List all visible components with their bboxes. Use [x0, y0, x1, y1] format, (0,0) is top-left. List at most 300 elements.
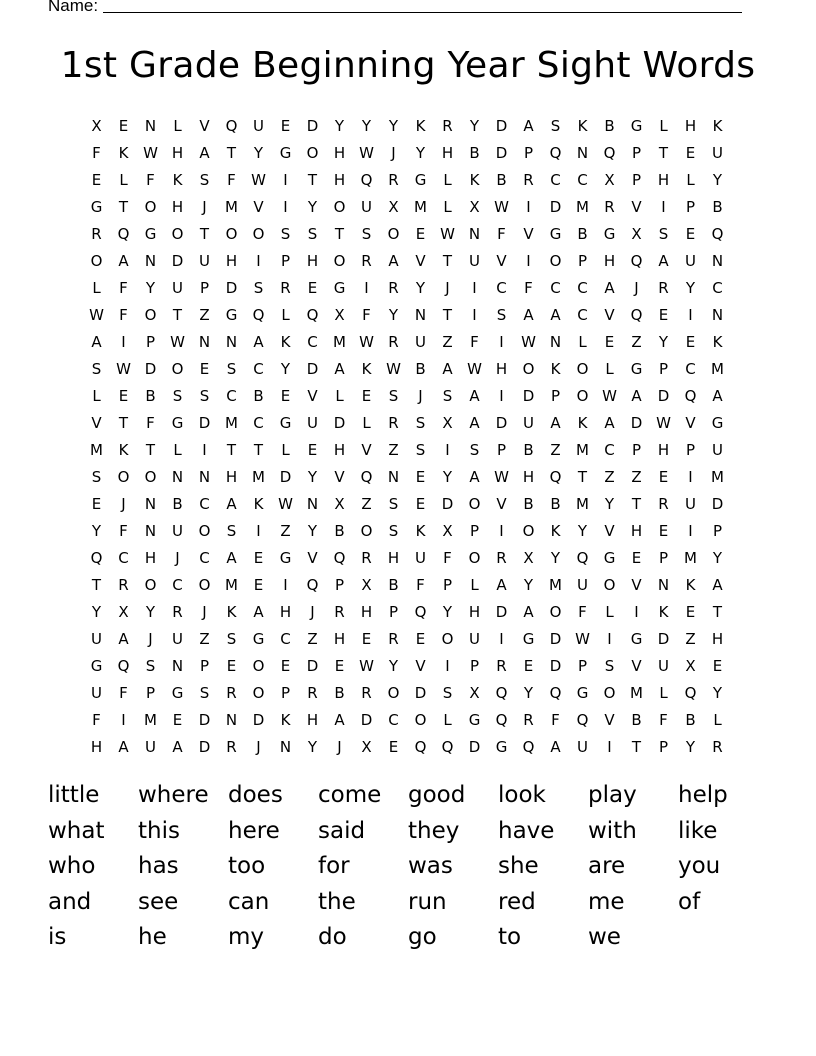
grid-letter: I [688, 467, 693, 486]
grid-letter: N [144, 521, 157, 540]
grid-letter: F [362, 305, 371, 324]
grid-letter: F [443, 548, 452, 567]
grid-letter: E [415, 494, 426, 513]
grid-letter: A [496, 575, 507, 594]
grid-letter: G [279, 413, 292, 432]
grid-letter: U [685, 251, 696, 270]
grid-letter: G [225, 305, 238, 324]
grid-letter: H [279, 602, 292, 621]
grid-letter: F [659, 710, 668, 729]
grid-letter: D [657, 386, 670, 405]
grid-letter: Q [414, 737, 427, 756]
grid-letter: W [278, 494, 293, 513]
grid-letter: I [121, 710, 126, 729]
grid-letter: C [577, 170, 588, 189]
grid-letter: Q [495, 683, 508, 702]
grid-letter: N [657, 575, 670, 594]
grid-letter: H [171, 197, 184, 216]
grid-letter: O [171, 224, 184, 243]
grid-letter: G [252, 629, 265, 648]
grid-letter: D [198, 710, 211, 729]
grid-letter: Z [199, 629, 210, 648]
grid-letter: A [550, 413, 561, 432]
grid-letter: A [253, 602, 264, 621]
grid-letter: I [661, 197, 666, 216]
grid-letter: Q [225, 116, 238, 135]
grid-letter: O [414, 710, 427, 729]
grid-letter: Z [199, 305, 210, 324]
word-list-item: go [408, 924, 437, 950]
grid-letter: V [415, 656, 426, 675]
grid-letter: C [118, 548, 129, 567]
grid-letter: H [225, 251, 238, 270]
grid-letter: W [467, 359, 482, 378]
grid-letter: A [550, 305, 561, 324]
grid-letter: W [89, 305, 104, 324]
grid-letter: Y [145, 602, 156, 621]
grid-letter: I [499, 386, 504, 405]
grid-letter: J [121, 494, 126, 513]
grid-letter: Y [469, 116, 480, 135]
grid-letter: T [307, 170, 318, 189]
grid-letter: F [146, 413, 155, 432]
grid-letter: R [442, 116, 453, 135]
grid-letter: H [711, 629, 724, 648]
grid-letter: V [334, 467, 345, 486]
grid-letter: R [361, 548, 372, 567]
grid-letter: A [658, 251, 669, 270]
word-list-item: where [138, 782, 209, 808]
grid-letter: T [631, 737, 642, 756]
grid-letter: Y [712, 683, 723, 702]
grid-letter: K [280, 332, 291, 351]
grid-letter: K [415, 521, 426, 540]
grid-letter: D [306, 359, 319, 378]
grid-letter: D [198, 413, 211, 432]
grid-letter: B [334, 521, 345, 540]
grid-letter: S [226, 359, 237, 378]
grid-letter: S [442, 386, 453, 405]
grid-letter: L [605, 602, 614, 621]
grid-letter: C [253, 413, 264, 432]
grid-letter: R [658, 278, 669, 297]
grid-letter: B [577, 224, 588, 243]
grid-letter: Z [631, 332, 642, 351]
grid-letter: N [414, 305, 427, 324]
grid-letter: N [387, 467, 400, 486]
grid-letter: X [334, 305, 345, 324]
grid-letter: C [172, 575, 183, 594]
grid-letter: H [306, 251, 319, 270]
grid-letter: O [144, 575, 157, 594]
grid-letter: J [337, 737, 342, 756]
grid-letter: Y [712, 170, 723, 189]
grid-letter: O [198, 575, 211, 594]
grid-letter: P [523, 143, 534, 162]
grid-letter: K [253, 494, 264, 513]
grid-letter: B [523, 440, 534, 459]
grid-letter: Z [307, 629, 318, 648]
word-list-item: good [408, 782, 466, 808]
grid-letter: J [310, 602, 315, 621]
grid-letter: E [604, 332, 615, 351]
grid-letter: M [90, 440, 103, 459]
grid-letter: Y [442, 467, 453, 486]
grid-letter: N [198, 332, 211, 351]
grid-letter: W [521, 332, 536, 351]
grid-letter: G [144, 224, 157, 243]
grid-letter: Y [685, 737, 696, 756]
grid-letter: C [388, 710, 399, 729]
grid-letter: I [472, 278, 477, 297]
grid-letter: A [712, 386, 723, 405]
grid-letter: I [526, 251, 531, 270]
grid-letter: W [440, 224, 455, 243]
grid-letter: B [496, 170, 507, 189]
grid-letter: S [307, 224, 318, 243]
grid-letter: M [144, 710, 157, 729]
grid-letter: N [144, 494, 157, 513]
grid-letter: U [253, 116, 264, 135]
grid-letter: H [630, 521, 643, 540]
grid-letter: T [577, 467, 588, 486]
grid-letter: S [199, 386, 210, 405]
grid-letter: X [361, 737, 372, 756]
word-list-item: said [318, 817, 366, 844]
grid-letter: E [280, 386, 291, 405]
word-list-item: look [498, 782, 546, 808]
grid-letter: L [713, 710, 722, 729]
grid-letter: L [470, 575, 479, 594]
grid-letter: O [603, 575, 616, 594]
grid-letter: N [711, 305, 724, 324]
grid-letter: Y [442, 602, 453, 621]
grid-letter: D [333, 413, 346, 432]
grid-letter: Y [307, 467, 318, 486]
grid-letter: Q [360, 467, 373, 486]
grid-letter: L [443, 197, 452, 216]
word-list-item: can [228, 888, 270, 915]
word-list-item: me [588, 888, 625, 915]
grid-letter: N [144, 116, 157, 135]
grid-letter: S [469, 440, 480, 459]
grid-letter: A [226, 548, 237, 567]
grid-letter: B [388, 575, 399, 594]
grid-letter: A [604, 413, 615, 432]
grid-letter: K [550, 521, 561, 540]
grid-letter: Y [145, 278, 156, 297]
grid-letter: Q [117, 656, 130, 675]
grid-letter: I [499, 521, 504, 540]
grid-letter: B [604, 116, 615, 135]
word-list-item: the [318, 888, 356, 915]
grid-letter: O [144, 197, 157, 216]
grid-letter: D [252, 710, 265, 729]
word-list-item: run [408, 888, 447, 915]
grid-letter: Y [415, 143, 426, 162]
grid-letter: G [630, 359, 643, 378]
grid-letter: V [685, 413, 696, 432]
grid-letter: D [495, 602, 508, 621]
grid-letter: F [551, 710, 560, 729]
grid-letter: A [631, 386, 642, 405]
grid-letter: D [495, 116, 508, 135]
word-list-item: red [498, 888, 536, 915]
grid-letter: Q [684, 386, 697, 405]
grid-letter: M [711, 359, 724, 378]
grid-letter: L [578, 332, 587, 351]
grid-letter: I [445, 440, 450, 459]
grid-letter: D [522, 386, 535, 405]
grid-letter: R [388, 629, 399, 648]
grid-letter: K [550, 359, 561, 378]
grid-letter: E [415, 629, 426, 648]
grid-letter: P [658, 737, 669, 756]
grid-letter: O [306, 143, 319, 162]
grid-letter: M [711, 467, 724, 486]
grid-letter: Y [253, 143, 264, 162]
grid-letter: D [225, 278, 238, 297]
grid-letter: A [604, 278, 615, 297]
grid-letter: O [387, 224, 400, 243]
grid-letter: J [634, 278, 639, 297]
grid-letter: E [199, 359, 210, 378]
grid-letter: O [522, 521, 535, 540]
grid-letter: A [550, 737, 561, 756]
grid-letter: G [279, 548, 292, 567]
grid-letter: C [496, 278, 507, 297]
grid-letter: Y [307, 521, 318, 540]
grid-letter: U [172, 521, 183, 540]
grid-letter: Q [630, 251, 643, 270]
grid-letter: V [496, 251, 507, 270]
grid-letter: E [118, 116, 129, 135]
grid-letter: I [607, 629, 612, 648]
grid-letter: M [225, 413, 238, 432]
grid-letter: E [388, 737, 399, 756]
grid-letter: C [712, 278, 723, 297]
grid-letter: K [118, 440, 129, 459]
grid-letter: W [143, 143, 158, 162]
grid-letter: D [549, 197, 562, 216]
grid-letter: I [121, 332, 126, 351]
grid-letter: O [333, 197, 346, 216]
grid-letter: F [119, 305, 128, 324]
word-list-item: see [138, 888, 179, 915]
grid-letter: C [577, 278, 588, 297]
grid-letter: F [92, 710, 101, 729]
grid-letter: M [225, 197, 238, 216]
grid-letter: S [91, 359, 102, 378]
grid-letter: Q [522, 737, 535, 756]
grid-letter: T [442, 251, 453, 270]
grid-letter: X [523, 548, 534, 567]
grid-letter: O [441, 629, 454, 648]
grid-letter: E [253, 575, 264, 594]
grid-letter: V [307, 386, 318, 405]
grid-letter: J [445, 278, 450, 297]
grid-letter: R [172, 602, 183, 621]
grid-letter: B [523, 494, 534, 513]
grid-letter: G [630, 629, 643, 648]
grid-letter: E [361, 386, 372, 405]
grid-letter: Y [334, 116, 345, 135]
grid-letter: C [199, 548, 210, 567]
grid-letter: N [549, 332, 562, 351]
word-list-item: come [318, 782, 382, 808]
grid-letter: O [144, 467, 157, 486]
grid-letter: R [496, 656, 507, 675]
grid-letter: B [172, 494, 183, 513]
grid-letter: A [118, 251, 129, 270]
grid-letter: I [445, 656, 450, 675]
grid-letter: Q [306, 305, 319, 324]
grid-letter: A [523, 305, 534, 324]
grid-letter: Y [577, 521, 588, 540]
grid-letter: P [199, 278, 210, 297]
grid-letter: O [522, 359, 535, 378]
grid-letter: O [198, 521, 211, 540]
grid-letter: W [359, 332, 374, 351]
grid-letter: R [307, 683, 318, 702]
grid-letter: N [279, 737, 292, 756]
grid-letter: U [577, 737, 588, 756]
grid-letter: W [656, 413, 671, 432]
grid-letter: Y [523, 575, 534, 594]
grid-letter: E [280, 656, 291, 675]
grid-letter: S [226, 629, 237, 648]
grid-letter: D [441, 494, 454, 513]
grid-letter: B [253, 386, 264, 405]
grid-letter: E [334, 656, 345, 675]
grid-letter: P [469, 656, 480, 675]
grid-letter: K [658, 602, 669, 621]
grid-letter: R [658, 494, 669, 513]
grid-letter: P [631, 440, 642, 459]
grid-letter: V [91, 413, 102, 432]
grid-letter: O [360, 521, 373, 540]
grid-letter: U [199, 251, 210, 270]
grid-letter: N [576, 143, 589, 162]
grid-letter: F [119, 683, 128, 702]
grid-letter: L [605, 359, 614, 378]
word-list-item: for [318, 853, 350, 879]
grid-letter: M [576, 440, 589, 459]
grid-letter: D [414, 683, 427, 702]
grid-letter: I [283, 170, 288, 189]
page-title: 1st Grade Beginning Year Sight Words [60, 45, 756, 86]
word-list-item: here [228, 817, 280, 844]
grid-letter: I [499, 332, 504, 351]
word-list-item: have [498, 817, 555, 844]
word-list-item: you [678, 853, 721, 879]
grid-letter: N [171, 656, 184, 675]
grid-letter: Q [441, 737, 454, 756]
grid-letter: K [712, 116, 723, 135]
word-list-item: do [318, 924, 347, 950]
grid-letter: X [361, 575, 372, 594]
grid-letter: C [685, 359, 696, 378]
word-list-item: this [138, 817, 180, 844]
grid-letter: S [658, 224, 669, 243]
grid-letter: O [387, 683, 400, 702]
grid-letter: U [523, 413, 534, 432]
grid-letter: H [333, 143, 346, 162]
grid-letter: H [360, 602, 373, 621]
grid-letter: Y [361, 116, 372, 135]
word-list [48, 778, 768, 956]
grid-letter: D [549, 656, 562, 675]
grid-letter: R [361, 683, 372, 702]
name-field[interactable] [48, 0, 742, 16]
grid-letter: G [333, 278, 346, 297]
grid-letter: X [469, 683, 480, 702]
grid-letter: S [253, 278, 264, 297]
grid-letter: R [280, 278, 291, 297]
grid-letter: V [253, 197, 264, 216]
grid-letter: D [468, 737, 481, 756]
grid-letter: R [226, 683, 237, 702]
grid-letter: N [306, 494, 319, 513]
grid-letter: A [523, 116, 534, 135]
grid-letter: D [306, 656, 319, 675]
word-list-item: and [48, 888, 92, 915]
grid-letter: Y [307, 197, 318, 216]
grid-letter: V [199, 116, 210, 135]
grid-letter: G [171, 683, 184, 702]
grid-letter: U [712, 440, 723, 459]
grid-letter: W [116, 359, 131, 378]
grid-letter: S [361, 224, 372, 243]
grid-letter: A [442, 359, 453, 378]
grid-letter: E [685, 224, 696, 243]
grid-letter: G [549, 224, 562, 243]
grid-letter: J [256, 737, 261, 756]
grid-letter: D [306, 116, 319, 135]
grid-letter: K [172, 170, 183, 189]
grid-letter: F [119, 278, 128, 297]
grid-letter: G [711, 413, 724, 432]
grid-letter: E [685, 143, 696, 162]
grid-letter: S [415, 413, 426, 432]
grid-letter: M [252, 467, 265, 486]
grid-letter: Y [388, 656, 399, 675]
grid-letter: R [388, 278, 399, 297]
grid-letter: X [631, 224, 642, 243]
grid-letter: L [173, 440, 182, 459]
grid-letter: G [468, 710, 481, 729]
grid-letter: U [307, 413, 318, 432]
grid-letter: P [631, 143, 642, 162]
grid-letter: U [712, 143, 723, 162]
grid-letter: W [359, 656, 374, 675]
grid-letter: M [630, 683, 643, 702]
grid-letter: D [279, 467, 292, 486]
grid-letter: A [118, 629, 129, 648]
grid-letter: A [469, 386, 480, 405]
grid-letter: P [685, 440, 696, 459]
grid-letter: V [307, 548, 318, 567]
word-list-item: is [48, 924, 67, 950]
grid-letter: W [602, 386, 617, 405]
grid-letter: H [333, 170, 346, 189]
grid-letter: V [631, 656, 642, 675]
grid-letter: I [283, 197, 288, 216]
grid-letter: T [145, 440, 156, 459]
grid-letter: C [280, 629, 291, 648]
grid-letter: V [604, 710, 615, 729]
grid-letter: U [577, 575, 588, 594]
